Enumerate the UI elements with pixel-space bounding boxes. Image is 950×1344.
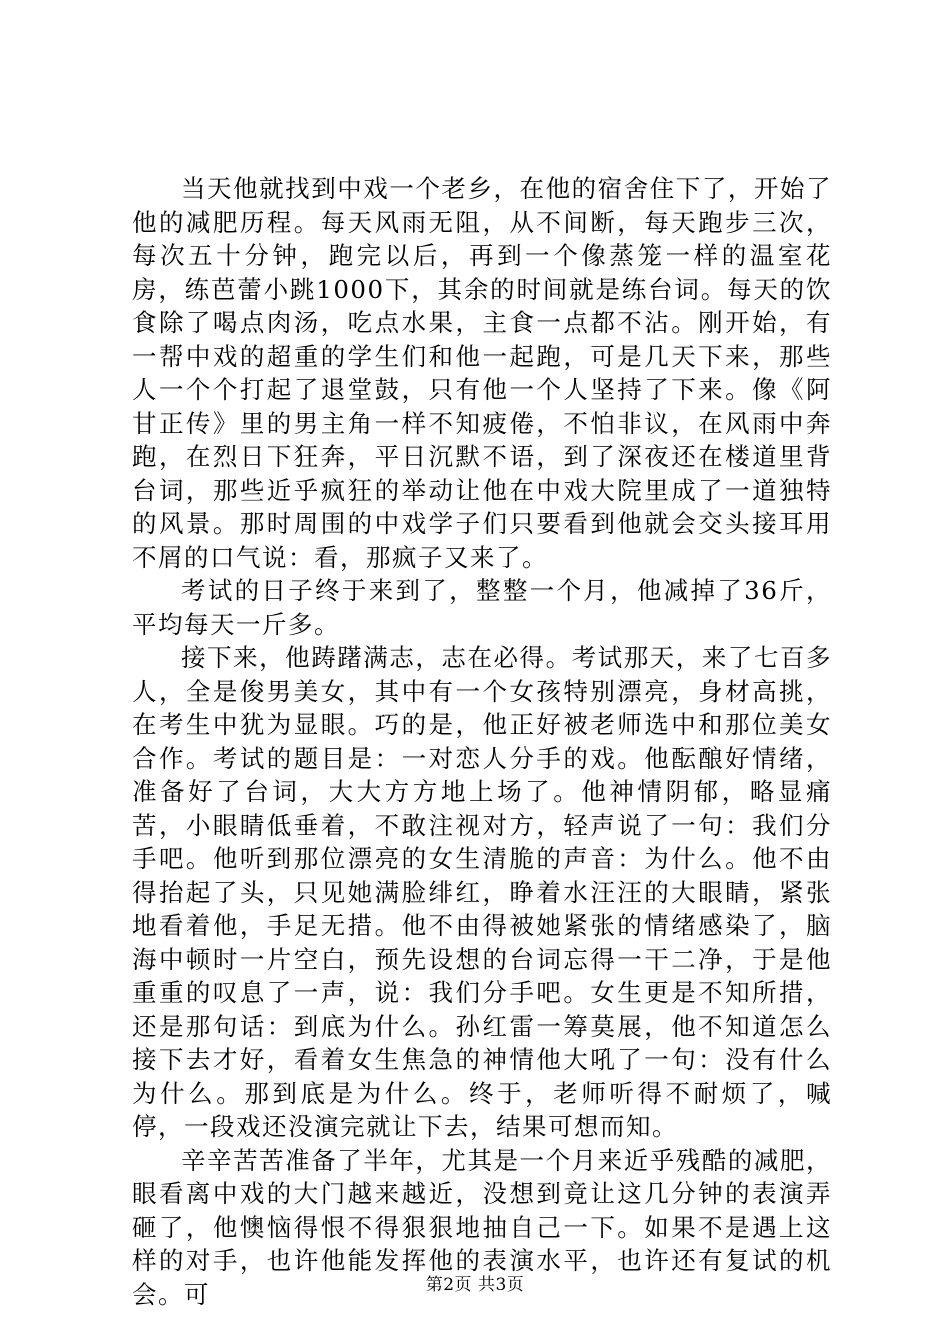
paragraph-1: 当天他就找到中戏一个老乡，在他的宿舍住下了，开始了他的减肥历程。每天风雨无阻，从不间断，每天跑步三次，每次五十分钟，跑完以后，再到一个像蒸笼一样的温室花房，练芭蕾小跳1000下，其余的时间就是练台词。每天的饮食除了喝点肉汤，吃点水果，主食一点都不沾。刚开始，有一帮中戏的超重的学生们和他一起跑，可是几天下来，那些人一个个打起了退堂鼓，只有他一个人坚持了下来。像《阿甘正传》里的男主角一样不知疲倦，不怕非议，在风雨中奔跑，在烈日下狂奔，平日沉默不语，到了深夜还在楼道里背台词，那些近乎疯狂的举动让他在中戏大院里成了一道独特的风景。那时周围的中戏学子们只要看到他就会交头接耳用不屑的口气说：看，那疯子又来了。	[132, 174, 832, 572]
paragraph-4: 辛辛苦苦准备了半年，尤其是一个月来近乎残酷的减肥，眼看离中戏的大门越来越近，没想到竟让这几分钟的表演弄砸了，他懊恼得恨不得狠狠地抽自己一下。如果不是遇上这样的对手，也许他能发挥他的表演水平，也许还有复试的机会。可	[132, 1145, 832, 1309]
document-body	[132, 172, 832, 1311]
page-number-footer: 第2页 共3页	[425, 1275, 525, 1295]
paragraph-2: 考试的日子终于来到了，整整一个月，他减掉了36斤，平均每天一斤多。	[132, 576, 832, 639]
paragraph-3: 接下来，他踌躇满志，志在必得。考试那天，来了七百多人，全是俊男美女，其中有一个女孩特别漂亮，身材高挑，在考生中犹为显眼。巧的是，他正好被老师选中和那位美女合作。考试的题目是：一对恋人分手的戏。他酝酿好情绪，准备好了台词，大大方方地上场了。他神情阴郁，略显痛苦，小眼睛低垂着，不敢注视对方，轻声说了一句：我们分手吧。他听到那位漂亮的女生清脆的声音：为什么。他不由得抬起了头，只见她满脸绯红，睁着水汪汪的大眼睛，紧张地看着他，手足无措。他不由得被她紧张的情绪感染了，脑海中顿时一片空白，预先设想的台词忘得一干二净，于是他重重的叹息了一声，说：我们分手吧。女生更是不知所措，还是那句话：到底为什么。孙红雷一筹莫展，他不知道怎么接下去才好，看着女生焦急的神情他大吼了一句：没有什么为什么。那到底是为什么。终于，老师听得不耐烦了，喊停，一段戏还没演完就让下去，结果可想而知。	[132, 643, 832, 1141]
